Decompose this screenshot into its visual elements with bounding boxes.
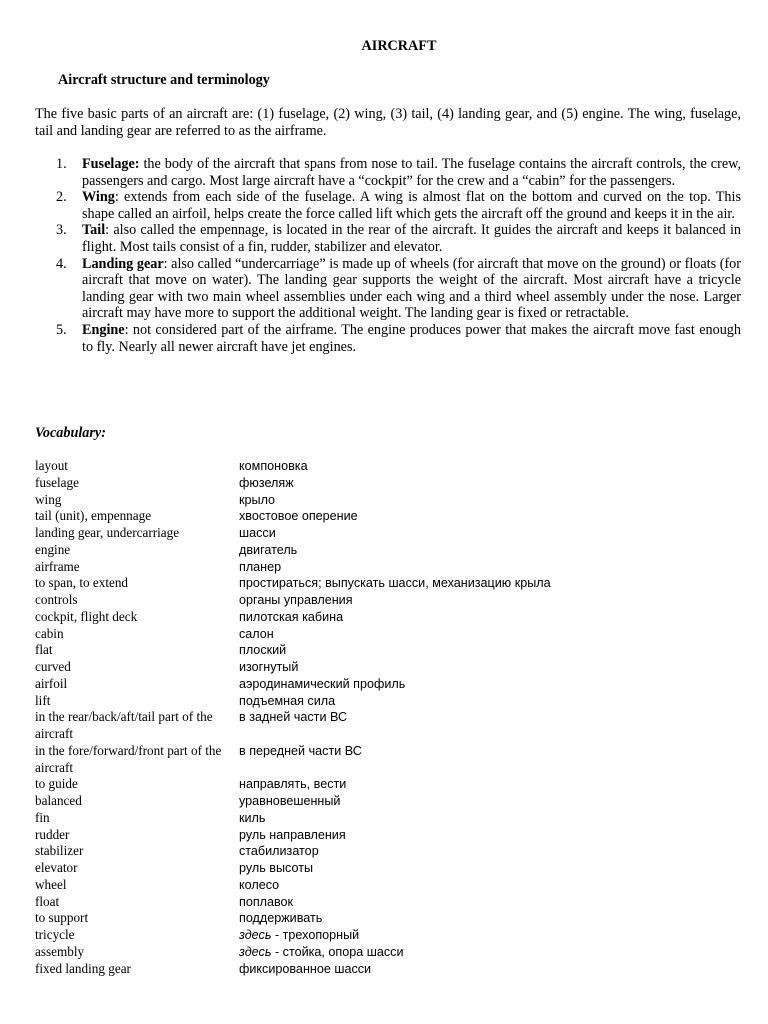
vocab-english: in the rear/back/aft/tail part of the aircraft	[35, 709, 213, 741]
vocab-russian: в задней части ВС	[239, 710, 348, 725]
vocabulary-row	[35, 609, 735, 626]
vocab-russian: органы управления	[239, 593, 353, 607]
item-number: 3.	[56, 222, 67, 239]
item-text: the body of the aircraft that spans from nose to tail. The fuselage contains the aircraft controls, the crew, passengers and cargo. Most large aircraft have a “cockpit” for the crew and a “cabin” for the passengers.	[82, 156, 741, 189]
vocab-english: controls	[35, 592, 78, 607]
vocab-russian: руль направления	[239, 827, 346, 842]
vocab-russian: хвостовое оперение	[239, 509, 358, 524]
intro-paragraph: The five basic parts of an aircraft are: (1) fuselage, (2) wing, (3) tail, (4) landing gear, and (5) engine. The wing, fuselage, tail and landing gear are referred to as the airframe.	[35, 106, 741, 139]
vocab-russian: двигатель	[239, 542, 298, 557]
vocab-russian: в передней части ВС	[239, 743, 362, 758]
list-item	[35, 222, 741, 255]
vocabulary-row	[35, 860, 735, 877]
vocabulary-row	[35, 743, 735, 777]
vocabulary-row	[35, 927, 735, 944]
parts-list	[35, 156, 741, 355]
vocabulary-row	[35, 508, 735, 525]
vocabulary-row	[35, 961, 735, 978]
vocab-russian: аэродинамический профиль	[239, 676, 406, 691]
vocabulary-row	[35, 793, 735, 810]
vocab-russian	[239, 927, 359, 944]
vocab-russian: салон	[239, 626, 274, 641]
vocab-english: airfoil	[35, 675, 68, 691]
vocab-russian-text: - стойка, опора шасси	[271, 944, 404, 959]
item-number: 4.	[56, 255, 67, 272]
vocab-english: lift	[35, 692, 51, 708]
vocabulary-row	[35, 475, 735, 492]
item-text: : also called the empennage, is located in the rear of the aircraft. It guides the aircraft and keeps it balanced in flight. Most tails consist of a fin, rudder, stabilizer and elevator.	[82, 222, 741, 255]
item-number: 2.	[56, 189, 67, 206]
vocabulary-row	[35, 458, 735, 475]
vocab-russian: простираться; выпускать шасси, механизацию крыла	[239, 576, 551, 591]
vocab-russian: пилотская кабина	[239, 609, 344, 624]
vocab-english: airframe	[35, 558, 80, 574]
item-term: Wing	[82, 189, 115, 206]
item-text: : also called “undercarriage” is made up of wheels (for aircraft that move on the ground) or floats (for aircraft that move on water). The landing gear supports the weight of the aircraft. Most aircraft have a tricycle landing gear with two main wheel assemblies under each wing and a third wheel assembly under the nose. Larger aircraft may have more to support the additional weight. The landing gear is fixed or retractable.	[82, 255, 741, 322]
vocabulary-row	[35, 676, 735, 693]
vocab-russian	[239, 944, 403, 961]
vocabulary-row	[35, 626, 735, 643]
vocab-russian: шасси	[239, 526, 276, 540]
vocab-english: balanced	[35, 793, 82, 808]
vocabulary-row	[35, 575, 735, 592]
vocab-russian: колесо	[239, 877, 280, 892]
vocabulary-row	[35, 709, 735, 743]
vocab-english: rudder	[35, 826, 70, 842]
item-term: Fuselage:	[82, 156, 140, 172]
vocab-russian: крыло	[239, 492, 276, 507]
vocab-english: layout	[35, 458, 68, 473]
vocab-english: flat	[35, 642, 53, 658]
vocab-russian: киль	[239, 810, 266, 825]
vocabulary-row	[35, 642, 735, 659]
vocabulary-row	[35, 894, 735, 911]
vocab-english: landing gear, undercarriage	[35, 525, 180, 540]
document-title: AIRCRAFT	[361, 38, 437, 54]
vocab-russian: фиксированное шасси	[239, 961, 372, 976]
vocab-russian-italic: здесь	[239, 928, 272, 942]
item-text: : not considered part of the airframe. The engine produces power that makes the aircraft move fast enough to fly. Nearly all newer aircraft have jet engines.	[82, 321, 741, 355]
vocab-english: to span, to extend	[35, 575, 129, 591]
list-item	[35, 256, 741, 322]
list-item	[35, 156, 741, 189]
vocabulary-row	[35, 776, 735, 793]
item-text: : extends from each side of the fuselage. A wing is almost flat on the bottom and curved on the top. This shape called an airfoil, helps create the force called lift which gets the aircraft off the ground and keeps it in the air.	[82, 189, 741, 222]
vocab-russian: планер	[239, 559, 282, 574]
vocab-russian: уравновешенный	[239, 794, 341, 808]
vocabulary-row	[35, 559, 735, 576]
item-term: Landing gear	[82, 255, 164, 272]
vocab-english: to support	[35, 910, 89, 926]
vocabulary-row	[35, 810, 735, 827]
list-item	[35, 322, 741, 355]
vocab-english: cabin	[35, 625, 64, 641]
item-number: 1.	[56, 156, 67, 172]
vocab-english: tricycle	[35, 927, 75, 942]
vocabulary-row	[35, 877, 735, 894]
vocabulary-row	[35, 827, 735, 844]
vocabulary-row	[35, 910, 735, 927]
vocab-english: cockpit, flight deck	[35, 608, 138, 624]
vocabulary-row	[35, 525, 735, 542]
item-term: Engine	[82, 321, 125, 338]
vocabulary-row	[35, 659, 735, 676]
vocab-english: fin	[35, 809, 50, 825]
vocabulary-row	[35, 592, 735, 609]
vocabulary-row	[35, 693, 735, 710]
vocabulary-row	[35, 492, 735, 509]
vocabulary-row	[35, 944, 735, 961]
vocab-russian: поплавок	[239, 894, 294, 909]
vocab-english: float	[35, 893, 60, 909]
vocab-russian: фюзеляж	[239, 475, 294, 490]
vocab-russian: руль высоты	[239, 861, 314, 875]
vocab-russian: поддерживать	[239, 911, 323, 926]
list-item	[35, 189, 741, 222]
vocab-english: fuselage	[35, 474, 79, 490]
vocab-russian: подъемная сила	[239, 693, 336, 708]
vocab-english: curved	[35, 659, 71, 674]
vocab-russian: плоский	[239, 643, 287, 658]
vocab-english: fixed landing gear	[35, 960, 131, 976]
vocab-russian: стабилизатор	[239, 844, 319, 859]
vocabulary-heading: Vocabulary:	[35, 425, 106, 441]
vocabulary-row	[35, 843, 735, 860]
vocab-english: to guide	[35, 776, 78, 792]
section-subtitle: Aircraft structure and terminology	[58, 72, 270, 88]
vocab-russian-text: - трехопорный	[271, 928, 360, 942]
vocab-english: wheel	[35, 876, 67, 892]
vocabulary-table	[35, 458, 735, 977]
vocab-english: engine	[35, 541, 71, 557]
vocab-english: stabilizer	[35, 843, 84, 859]
vocab-russian-italic: здесь	[239, 944, 272, 959]
item-number: 5.	[56, 321, 67, 338]
vocab-russian: направлять, вести	[239, 777, 347, 792]
item-term: Tail	[82, 222, 106, 239]
vocab-russian: изогнутый	[239, 660, 299, 674]
vocab-english: assembly	[35, 943, 85, 959]
vocab-russian: компоновка	[239, 459, 308, 473]
vocab-english: in the fore/forward/front part of the aircraft	[35, 742, 222, 775]
vocabulary-row	[35, 542, 735, 559]
vocab-english: tail (unit), empennage	[35, 508, 152, 524]
vocab-english: wing	[35, 491, 62, 507]
vocab-english: elevator	[35, 860, 78, 875]
